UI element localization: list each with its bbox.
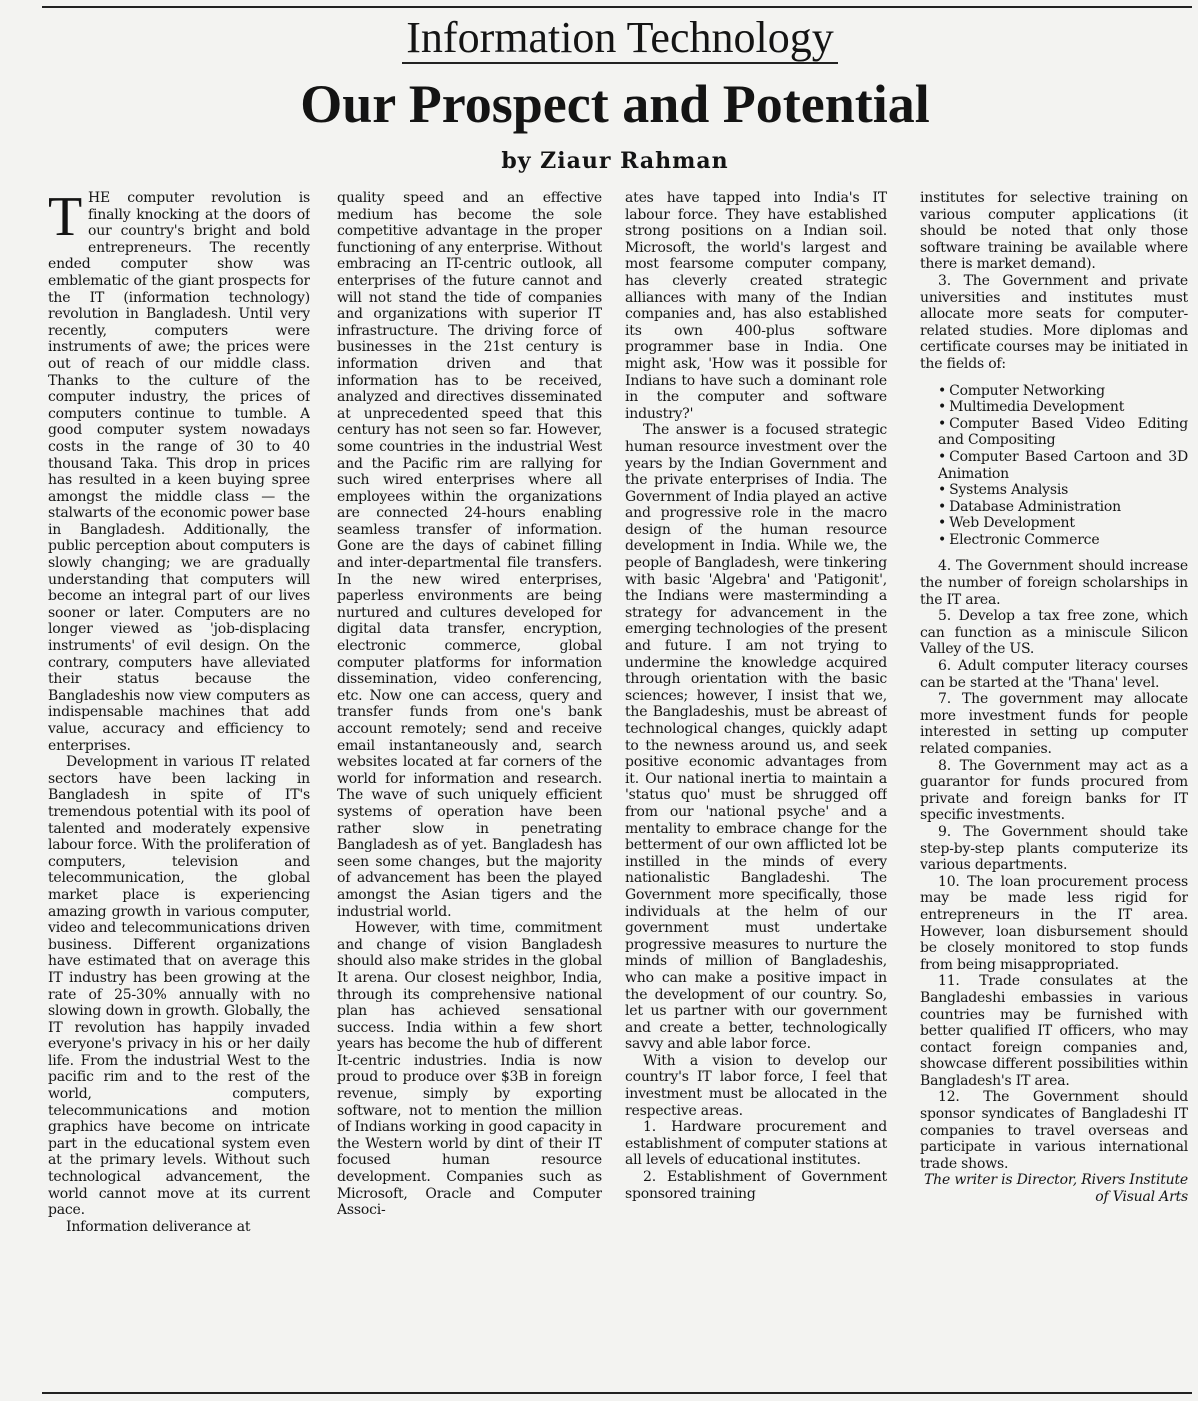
paragraph: 9. The Government should take step-by-step plants computerize its various departments. bbox=[920, 823, 1188, 874]
paragraph: 1. Hardware procurement and establishment of computer stations at all levels of educational institutes. bbox=[625, 1119, 887, 1169]
bullet-icon: • bbox=[938, 482, 947, 499]
paragraph: 7. The government may allocate more investment funds for people interested in setting up computer related companies. bbox=[920, 691, 1188, 757]
list-item bbox=[920, 399, 1188, 416]
bullet-icon: • bbox=[938, 531, 947, 548]
paragraph: 11. Trade consulates at the Bangladeshi embassies in various countries may be furnished with better qualified IT officers, who may contact foreign companies and, showcase different possibilities within Bangladesh's IT area. bbox=[920, 973, 1188, 1089]
list-item bbox=[920, 383, 1188, 400]
list-item-text: Computer Based Video Editing and Compositing bbox=[938, 415, 1188, 449]
section-kicker bbox=[0, 14, 1198, 62]
paragraph: 8. The Government may act as a guarantor for funds procured from private and foreign banks for IT specific investments. bbox=[920, 757, 1188, 824]
paragraph: institutes for selective training on various computer applications (it should be noted that only those software training be available where there is market demand). bbox=[920, 190, 1188, 273]
bottom-rule bbox=[42, 1392, 1192, 1394]
paragraph: The answer is a focused strategic human resource investment over the years by the Indian Government and the private enterprises of India. The Government of India played an active and progressive role in the macro design of the human resource development in India. While we, the people of Bangladesh, were tinkering with basic 'Algebra' and 'Patigonit', the Indians were masterminding a strategy for advancement in the emerging technologies of the present and future. I am not trying to undermine the knowledge acquired through orientation with the basic sciences; however, I insist that we, the Bangladeshis, must be abreast of technological changes, quickly adapt to the newness around us, and seek positive economic advantages from it. Our national inertia to maintain a 'status quo' must be shrugged off from our 'national psyche' and a mentality to embrace change for the betterment of our own afflicted lot be instilled in the minds of every nationalistic Bangladeshi. The Government more specifically, those individuals at the helm of our government must undertake progressive measures to nurture the minds of million of Bangladeshis, who can make a positive impact in the development of our country. So, let us partner with our government and create a better, technologically savvy and able labor force. bbox=[625, 422, 887, 1053]
paragraph: Information deliverance at bbox=[66, 1218, 251, 1235]
paragraph: Development in various IT related sectors have been lacking in Bangladesh in spite of IT's tremendous potential with its pool of talented and moderately expensive labour force. With the proliferation of computers, television and telecommunication, the global market place is experiencing amazing growth in various computer, video and telecommunications driven business. Different organizations have estimated that on average this IT industry has been growing at the rate of 25-30% annually with no slowing down in growth. Globally, the IT revolution has happily invaded everyone's privacy in his or her daily life. From the industrial West to the pacific rim and to the rest of the world, computers, telecommunications and motion graphics have become on intricate part in the educational system even at the primary levels. Without such technological advancement, the world cannot move at its current pace. bbox=[48, 754, 310, 1219]
paragraph: 3. The Government and private universities and institutes must allocate more seats for computer-related studies. More diplomas and certificate courses may be initiated in the fields of: bbox=[920, 272, 1188, 372]
bullet-icon: • bbox=[938, 382, 947, 399]
course-list bbox=[920, 383, 1188, 549]
paragraph: 12. The Government should sponsor syndicates of Bangladeshi IT companies to travel overseas and participate in various international trade shows. bbox=[920, 1089, 1188, 1172]
list-item bbox=[920, 482, 1188, 499]
bullet-icon: • bbox=[938, 498, 947, 515]
list-item-text: Computer Networking bbox=[949, 382, 1105, 399]
paragraph-text: HE computer revolution is finally knocking at the doors of our country's bright and bold entrepreneurs. The recently ended computer show was emblematic of the giant prospects for the IT (information technology) revolution in Bangladesh. Until very recently, computers were instruments of awe; the prices were out of reach of our middle class. Thanks to the culture of the computer industry, the prices of computers continue to tumble. A good computer system nowadays costs in the range of 30 to 40 thousand Taka. This drop in prices has resulted in a keen buying spree amongst the middle class — the stalwarts of the economic power base in Bangladesh. Additionally, the public perception about computers is slowly changing; we are gradually understanding that computers will become an integral part of our lives sooner or later. Computers are no longer viewed as 'job-displacing instruments' of evil design. On the contrary, computers have alleviated their status because the Bangladeshis now view computers as indispensable machines that add value, accuracy and efficiency to enterprises. bbox=[48, 190, 310, 754]
drop-cap: T bbox=[48, 190, 83, 248]
list-item-text: Database Administration bbox=[949, 498, 1121, 515]
headline: Our Prospect and Potential bbox=[300, 74, 930, 134]
top-rule bbox=[42, 6, 1192, 8]
bullet-icon: • bbox=[938, 415, 947, 432]
paragraph: 2. Establishment of Government sponsored training bbox=[625, 1169, 887, 1202]
list-item bbox=[920, 499, 1188, 516]
list-item bbox=[920, 532, 1188, 549]
list-item-text: Web Development bbox=[949, 515, 1075, 532]
paragraph: 10. The loan procurement process may be made less rigid for entrepreneurs in the IT area. However, loan disbursement should be closely monitored to stop funds from being misappropriated. bbox=[920, 873, 1188, 973]
paragraph: 4. The Government should increase the number of foreign scholarships in the IT area. bbox=[920, 558, 1188, 608]
bullet-icon: • bbox=[938, 399, 947, 416]
list-item-text: Multimedia Development bbox=[949, 399, 1125, 416]
list-item-text: Computer Based Cartoon and 3D Animation bbox=[938, 448, 1188, 482]
bullet-icon: • bbox=[938, 515, 947, 532]
author-credit: The writer is Director, Rivers Institute of Visual Arts bbox=[924, 1172, 1188, 1206]
byline: by Ziaur Rahman bbox=[501, 148, 729, 174]
list-item-text: Systems Analysis bbox=[949, 482, 1069, 499]
paragraph: 6. Adult computer literacy courses can be started at the 'Thana' level. bbox=[920, 658, 1188, 691]
list-item bbox=[920, 449, 1188, 482]
list-item bbox=[920, 515, 1188, 532]
list-item-text: Electronic Commerce bbox=[949, 531, 1100, 548]
paragraph: 5. Develop a tax free zone, which can function as a miniscule Silicon Valley of the US. bbox=[920, 608, 1188, 658]
paragraph: ates have tapped into India's IT labour force. They have established strong positions on a Indian soil. Microsoft, the world's largest and most fearsome computer company, has cleverly created strategic alliances with many of the Indian companies and, has also established its own 400-plus software programmer base in India. One might ask, 'How was it possible for Indians to have such a dominant role in the computer and software industry?' bbox=[625, 190, 887, 422]
paragraph: However, with time, commitment and change of vision Bangladesh should also make strides in the global It arena. Our closest neighbor, India, through its comprehensive national plan has achieved sensational success. India within a few short years has become the hub of different It-centric industries. India is now proud to produce over $3B in foreign revenue, simply by exporting software, not to mention the million of Indians working in good capacity in the Western world by dint of their IT focused human resource development. Companies such as Microsoft, Oracle and Computer Associ- bbox=[337, 920, 602, 1219]
list-item bbox=[920, 416, 1188, 449]
paragraph: With a vision to develop our country's IT labor force, I feel that investment must be allocated in the respective areas. bbox=[625, 1052, 887, 1119]
article-column-4 bbox=[920, 190, 1188, 1390]
article-column-3 bbox=[625, 190, 887, 1390]
paragraph bbox=[48, 190, 310, 754]
article-column-1 bbox=[48, 190, 310, 1390]
paragraph: quality speed and an effective medium has become the sole competitive advantage in the proper functioning of any enterprise. Without embracing an IT-centric outlook, all enterprises of the future cannot and will not stand the tide of companies and organizations with superior IT infrastructure. The driving force of businesses in the 21st century is information driven and that information has to be received, analyzed and directives disseminated at unprecedented speed that this century has not seen so far. However, some countries in the industrial West and the Pacific rim are rallying for such wired enterprises where all employees within the organizations are connected 24-hours enabling seamless transfer of information. Gone are the days of cabinet filling and inter-departmental file transfers. In the new wired enterprises, paperless environments are being nurtured and cultures developed for digital data transfer, encryption, electronic commerce, global computer platforms for information dissemination, video conferencing, etc. Now one can access, query and transfer funds from one's bank account remotely; send and receive email instantaneously and, search websites located at far corners of the world for information and research. The wave of such uniquely efficient systems of operation have been rather slow in penetrating Bangladesh as of yet. Bangladesh has seen some changes, but the majority of advancement has been the played amongst the Asian tigers and the industrial world. bbox=[337, 190, 602, 920]
article-column-2 bbox=[337, 190, 602, 1390]
kicker-text: Information Technology bbox=[402, 13, 837, 64]
bullet-icon: • bbox=[938, 448, 947, 465]
